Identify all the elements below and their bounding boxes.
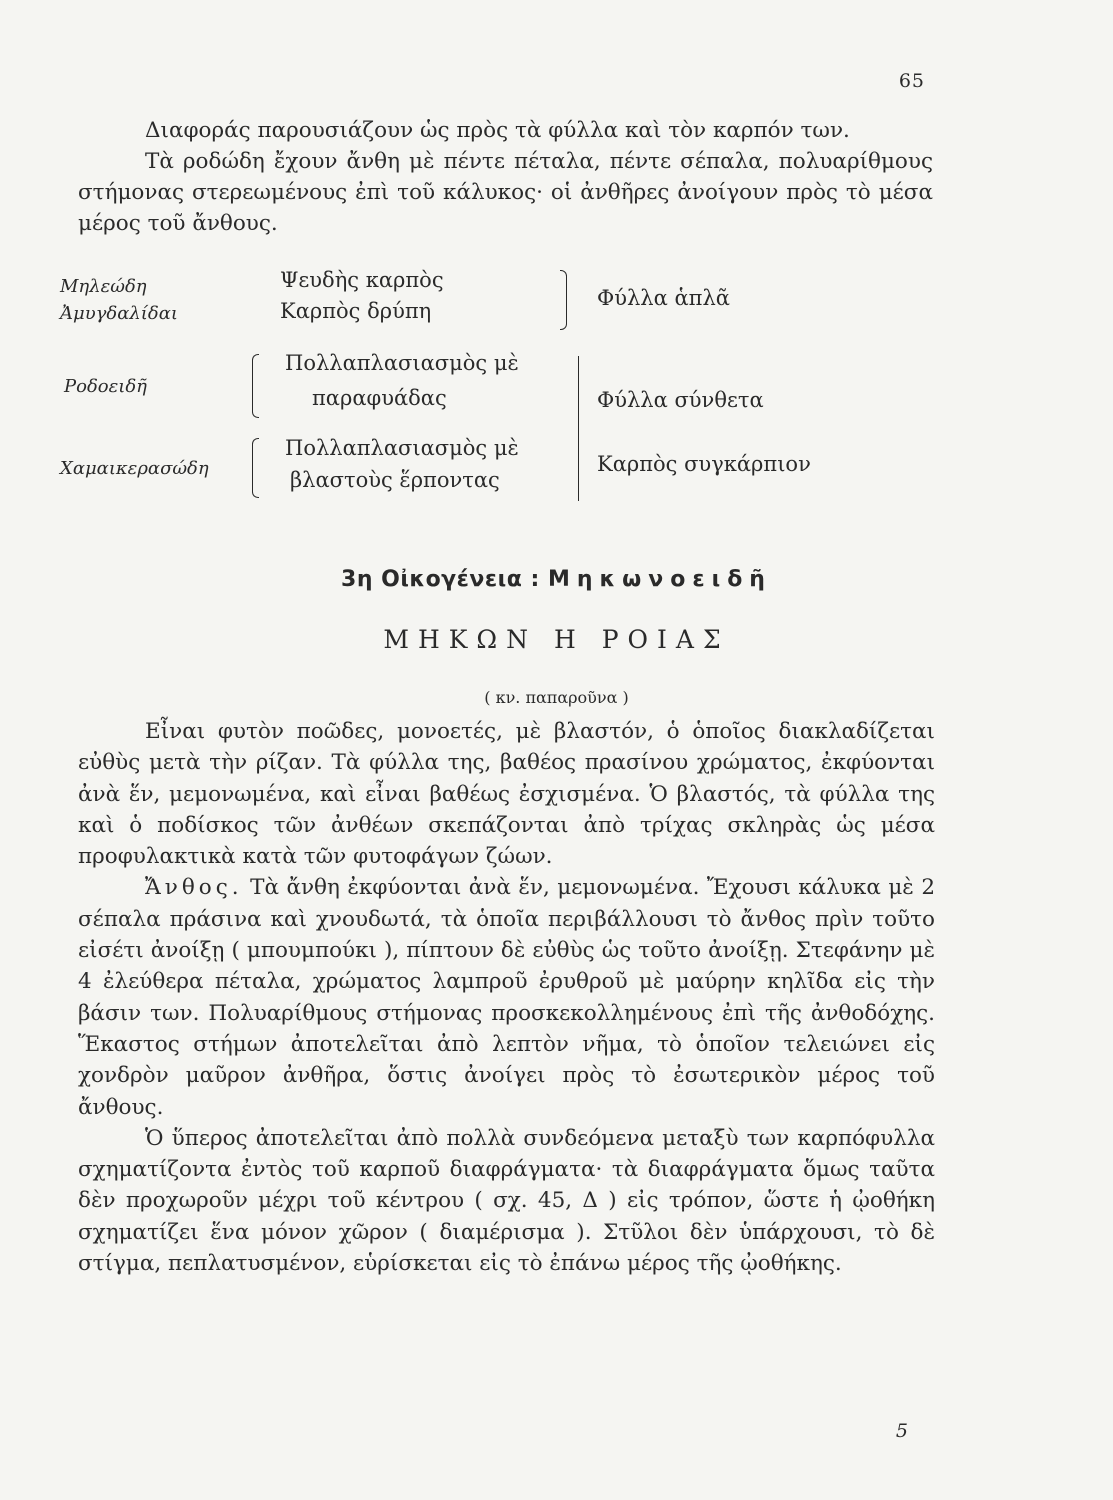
- body-paragraph: [78, 872, 935, 1122]
- table-label: Ροδοειδῆ: [64, 376, 147, 397]
- footer-number: 5: [895, 1420, 909, 1442]
- flower-text: Τὰ ἄνθη ἐκφύονται ἀνὰ ἕν, μεμονωμένα. Ἔχουσι κάλυκα μὲ 2 σέπαλα πράσινα καὶ χνουδωτά, τὰ ὁποῖα περιβάλλουσι τὸ ἄνθος πρὶν τοῦτο εἰσέτι ἀνοίξῃ ( μπουμπούκι ), πίπτουν δὲ εὐθὺς ὡς τοῦτο ἀνοίξῃ. Στεφάνην μὲ 4 ἐλεύθερα πέταλα, χρώματος λαμπροῦ ἐρυθροῦ μὲ μαύρην κηλῖδα εἰς τὴν βάσιν των. Πολυαρίθμους στήμονας προσκεκολλημένους ἐπὶ τῆς ἀνθοδόχης. Ἕκαστος στήμων ἀποτελεῖται ἀπὸ λεπτὸν νῆμα, τὸ ὁποῖον τελειώνει εἰς χονδρὸν μαῦρον ἀνθῆρα, ὅστις ἀνοίγει πρὸς τὸ ἐσωτερικὸν μέρος τοῦ ἄνθους.: [78, 875, 935, 1120]
- table-cell: Ψευδὴς καρπὸς: [280, 268, 444, 292]
- classification-table: [60, 266, 920, 506]
- table-cell: παραφυάδας: [312, 386, 447, 410]
- table-label: Ἀμυγδαλίδαι: [60, 303, 178, 324]
- brace: [252, 354, 259, 418]
- body-paragraph: Ὁ ὕπερος ἀποτελεῖται ἀπὸ πολλὰ συνδεόμενα μεταξὺ των καρπόφυλλα σχηματίζοντα ἐντὸς τοῦ καρποῦ διαφράγματα· τὰ διαφράγματα ὅμως ταῦτα δὲν προχωροῦν μέχρι τοῦ κέντρου ( σχ. 45, Δ ) εἰς τρόπον, ὥστε ἡ ᾠοθήκη σχηματίζει ἕνα μόνον χῶρον ( διαμέρισμα ). Στῦλοι δὲν ὑπάρχουσι, τὸ δὲ στίγμα, πεπλατυσμένον, εὑρίσκεται εἰς τὸ ἐπάνω μέρος τῆς ᾠοθήκης.: [78, 1125, 935, 1277]
- body-paragraph: Εἶναι φυτὸν ποῶδες, μονοετές, μὲ βλαστόν, ὁ ὁποῖος διακλαδίζεται εὐθὺς μετὰ τὴν ρίζαν. Τὰ φύλλα της, βαθέος πρασίνου χρώματος, ἐκφύονται ἀνὰ ἕν, μεμονωμένα, καὶ εἶναι βαθέως ἐσχισμένα. Ὁ βλαστός, τὰ φύλλα της καὶ ὁ ποδίσκος τῶν ἀνθέων σκεπάζονται ἀπὸ τρίχας σκληρὰς ὡς μέσα προφυλακτικὰ κατὰ τῶν φυτοφάγων ζώων.: [78, 719, 935, 870]
- table-cell: βλαστοὺς ἕρποντας: [290, 468, 500, 492]
- divider: [578, 356, 579, 501]
- table-cell: Πολλαπλασιασμὸς μὲ: [285, 351, 519, 375]
- table-cell: Φύλλα ἁπλᾶ: [597, 286, 730, 310]
- intro-line: Διαφοράς παρουσιάζουν ὡς πρὸς τὰ φύλλα καὶ τὸν καρπόν των.: [145, 118, 850, 143]
- species-title: ΜΗΚΩΝ Η ΡΟΙΑΣ: [383, 625, 730, 654]
- family-prefix: 3η Οἰκογένεια :: [341, 567, 540, 592]
- brace: [560, 270, 567, 330]
- body-text: [78, 716, 935, 1279]
- table-label: Χαμαικερασώδη: [60, 458, 209, 479]
- intro-text: [78, 115, 933, 239]
- page-number: 65: [898, 70, 925, 92]
- intro-paragraph: Τὰ ροδώδη ἔχουν ἄνθη μὲ πέντε πέταλα, πέντε σέπαλα, πολυαρίθμους στήμονας στερεωμένους ἐπὶ τοῦ κάλυκος· οἱ ἀνθῆρες ἀνοίγουν πρὸς τὸ μέσα μέρος τοῦ ἄνθους.: [78, 149, 933, 236]
- table-cell: Καρπὸς συγκάρπιον: [597, 452, 811, 476]
- flower-lead: Ἄνθος.: [145, 875, 243, 901]
- brace: [252, 438, 259, 498]
- family-heading: [0, 567, 1113, 592]
- family-name: Μηκωνοειδῆ: [547, 567, 772, 592]
- table-cell: Φύλλα σύνθετα: [597, 388, 764, 412]
- table-cell: Καρπὸς δρύπη: [280, 299, 432, 323]
- table-label: Μηλεώδη: [60, 276, 147, 297]
- common-name: ( κν. παπαροῦνα ): [484, 688, 629, 707]
- table-cell: Πολλαπλασιασμὸς μὲ: [285, 436, 519, 460]
